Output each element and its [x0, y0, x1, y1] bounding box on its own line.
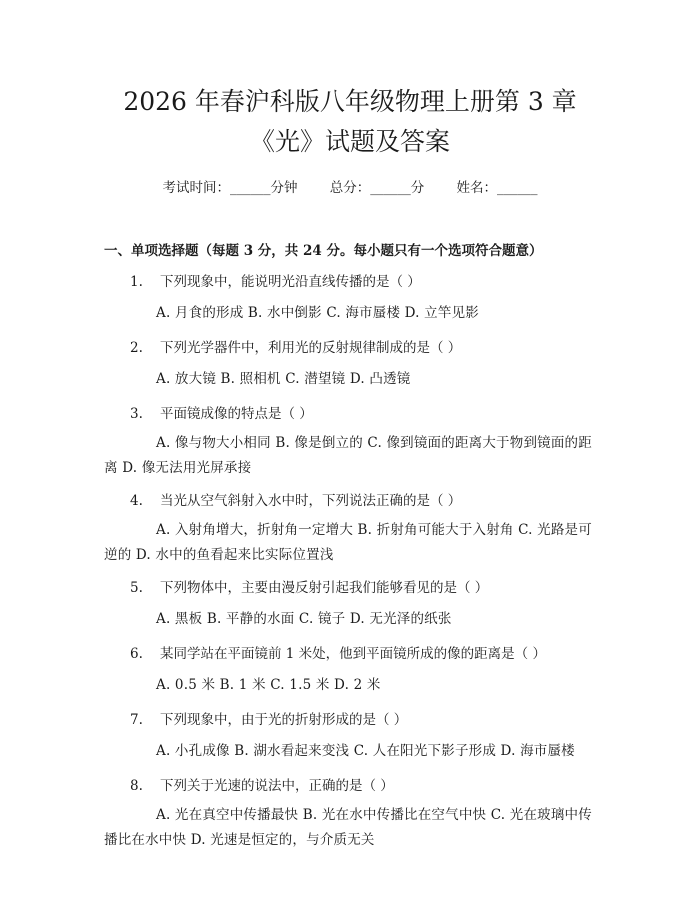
- question-text: 下列物体中，主要由漫反射引起我们能够看见的是（ ）: [160, 580, 489, 596]
- question-options: A. 小孔成像 B. 湖水看起来变浅 C. 人在阳光下影子形成 D. 海市蜃楼: [156, 743, 575, 759]
- question-number: 4.: [130, 493, 143, 509]
- question-text: 下列关于光速的说法中，正确的是（ ）: [160, 778, 394, 794]
- title-line-2: 《光》试题及答案: [249, 127, 450, 156]
- question-number: 8.: [130, 778, 143, 794]
- question-number: 7.: [130, 712, 143, 728]
- student-name-field: 姓名：______: [456, 180, 538, 196]
- question: [104, 643, 596, 665]
- question: [104, 775, 596, 797]
- question: [104, 271, 596, 293]
- question-text: 下列现象中，由于光的折射形成的是（ ）: [160, 712, 408, 728]
- question-options: A. 像与物大小相同 B. 像是倒立的 C. 像到镜面的距离大于物到镜面的距离 D. 像无法用光屏承接: [104, 435, 592, 476]
- question: [104, 709, 596, 731]
- exam-meta: [104, 176, 596, 200]
- question-text: 下列现象中，能说明光沿直线传播的是（ ）: [160, 274, 421, 290]
- question-options: A. 0.5 米 B. 1 米 C. 1.5 米 D. 2 米: [156, 677, 381, 693]
- question-text: 平面镜成像的特点是（ ）: [160, 406, 313, 422]
- question-text: 当光从空气斜射入水中时，下列说法正确的是（ ）: [160, 493, 462, 509]
- question: [104, 403, 596, 425]
- question-text: 下列光学器件中，利用光的反射规律制成的是（ ）: [160, 340, 462, 356]
- question-number: 6.: [130, 646, 143, 662]
- question-number: 2.: [130, 340, 143, 356]
- question-options: A. 黑板 B. 平静的水面 C. 镜子 D. 无光泽的纸张: [156, 611, 452, 627]
- question-options: A. 入射角增大，折射角一定增大 B. 折射角可能大于入射角 C. 光路是可逆的 D. 水中的鱼看起来比实际位置浅: [104, 522, 592, 563]
- page-title: [104, 0, 596, 162]
- question-options: A. 放大镜 B. 照相机 C. 潜望镜 D. 凸透镜: [156, 371, 411, 387]
- question-text: 某同学站在平面镜前 1 米处，他到平面镜所成的像的距离是（ ）: [160, 646, 546, 662]
- question: [104, 577, 596, 599]
- section-heading: 一、单项选择题（每题 3 分，共 24 分。每小题只有一个选项符合题意）: [104, 243, 543, 259]
- question: [104, 337, 596, 359]
- question-number: 1.: [130, 274, 143, 290]
- question-number: 5.: [130, 580, 143, 596]
- total-score-field: 总分：______分: [329, 180, 425, 196]
- title-line-1: 2026 年春沪科版八年级物理上册第 3 章: [123, 87, 577, 116]
- question-options: A. 光在真空中传播最快 B. 光在水中传播比在空气中快 C. 光在玻璃中传播比在水中快 D. 光速是恒定的，与介质无关: [104, 807, 592, 848]
- question-options: A. 月食的形成 B. 水中倒影 C. 海市蜃楼 D. 立竿见影: [156, 305, 479, 321]
- question: [104, 490, 596, 512]
- question-number: 3.: [130, 406, 143, 422]
- exam-time-field: 考试时间：______分钟: [162, 180, 298, 196]
